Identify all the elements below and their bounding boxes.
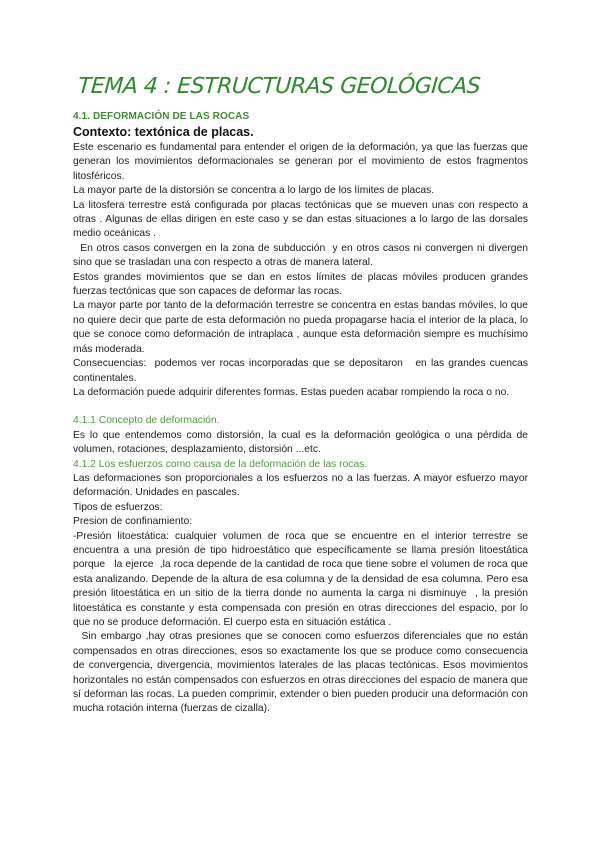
paragraph-5: Estos grandes movimientos que se dan en estos límites de placas móviles producen grandes fuerzas tectónicas que son capaces de deformar las rocas. bbox=[73, 271, 528, 298]
document-title: TEMA 4 : ESTRUCTURAS GEOLÓGICAS bbox=[77, 74, 482, 99]
document-body bbox=[73, 110, 531, 717]
section-spacer bbox=[73, 400, 528, 414]
presion-label: Presion de confinamiento: bbox=[73, 516, 193, 528]
paragraph-2: La mayor parte de la distorsión se concentra a lo largo de los límites de placas. bbox=[73, 185, 435, 197]
paragraph-3: La litosfera terrestre está configurada por placas tectónicas que se mueven unas con respecto a otras . Algunas de ellas dirigen en este caso y se dan estas situaciones a lo largo de las dorsales medio oceánicas . bbox=[73, 199, 528, 240]
presion-paragraph-2: Sin embargo ,hay otras presiones que se conocen como esfuerzos diferenciales que no están compensados en otras direcciones, esos so exactamente los que se produce como consecuencia de convergencia, divergencia, movimientos laterales de las placas tectónicas. Esos movimientos horizontales no están compensados con esfuerzos en otras direcciones del espacio de manera que sí deforman las rocas. La pueden comprimir, extender o bien pueden producir una deformación con mucha rotación interna (fuerzas de cizalla). bbox=[73, 631, 531, 715]
paragraph-1: Este escenario es fundamental para entender el origen de la deformación, ya que las fuerzas que generan los movimientos deformacionales se generan por el movimiento de estos fragmentos litosféricos. bbox=[73, 142, 528, 182]
section-heading: 4.1. DEFORMACIÓN DE LAS ROCAS bbox=[73, 111, 250, 122]
subsection-2-text: Las deformaciones son proporcionales a los esfuerzos no a las fuerzas. A mayor esfuerzo mayor deformación. Unidades en pascales. bbox=[73, 472, 528, 499]
tipos-label: Tipos de esfuerzos: bbox=[73, 501, 163, 513]
subsection-2-heading: 4.1.2 Los esfuerzos como causa de la deformación de las rocas. bbox=[73, 458, 368, 470]
subsection-1-text: Es lo que entendemos como distorsión, la cual es la deformación geológica o una pérdida de volumen, rotaciones, desplazamiento, distorsión ...etc. bbox=[73, 429, 528, 456]
subsection-1-heading: 4.1.1 Concepto de deformación. bbox=[73, 415, 220, 427]
presion-paragraph-1: -Presión litoestática: cualquier volumen de roca que se encuentre en el interior terrestre se encuentra a una presión de tipo hidroestático que específicamente se llama presión litoestática porque la ejerce ,la roca depende de la cantidad de roca que tiene sobre el volumen de roca que esta analizando. Depende de la altura de esa columna y de la densidad de esa columna. Pero esa presión litoestática en un sitio de la tierra donde no aumenta la carga ni disminuye , la presión litoestática es constante y esta compensada con presión en otras direcciones del espacio, por lo que no se produce deformación. El cuerpo esta en situación estática . bbox=[73, 530, 531, 628]
paragraph-8: La deformación puede adquirir diferentes formas. Estas pueden acabar rompiendo la roca o no. bbox=[73, 386, 510, 398]
paragraph-6: La mayor parte por tanto de la deformación terrestre se concentra en estas bandas móviles, lo que no quiere decir que parte de esta deformación no pueda propagarse hacia el interior de la placa, lo que se conoce como deformación de intraplaca , aunque esta deformación siempre es muchísimo más moderada. bbox=[73, 300, 528, 355]
paragraph-7: Consecuencias: podemos ver rocas incorporadas que se depositaron en las grandes cuencas continentales. bbox=[73, 358, 531, 384]
context-subheading: Contexto: textónica de placas. bbox=[73, 125, 254, 139]
paragraph-4: En otros casos convergen en la zona de subducción y en otros casos ni convergen ni divergen sino que se trasladan una con respecto a otras de manera lateral. bbox=[73, 242, 531, 269]
